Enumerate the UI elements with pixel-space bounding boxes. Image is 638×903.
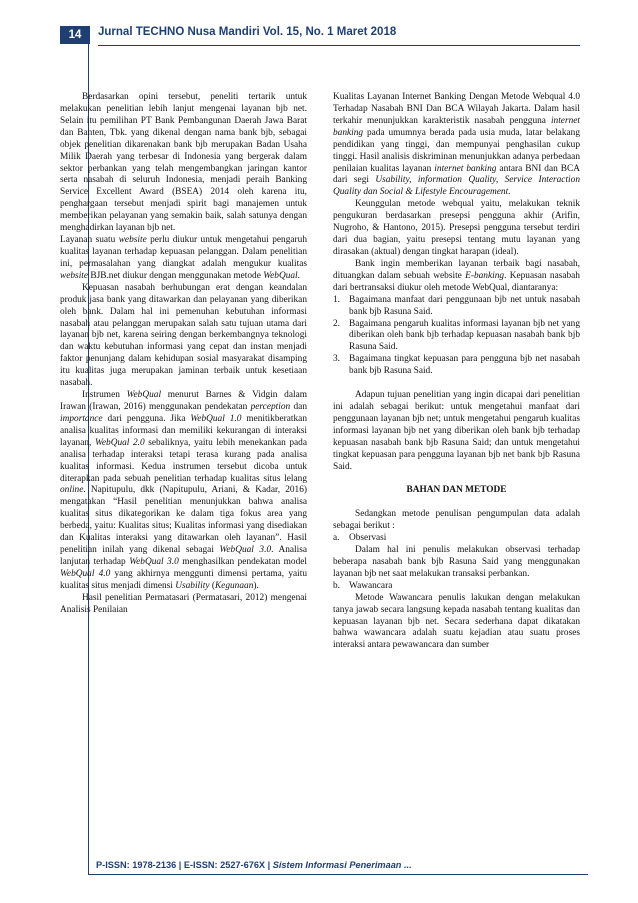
list-item: a. Observasi	[333, 533, 387, 544]
right-column	[333, 92, 580, 652]
paragraph: Sedangkan metode penulisan pengumpulan data adalah sebagai berikut :	[333, 509, 580, 532]
paragraph: Dalam hal ini penulis melakukan observasi terhadap beberapa nasabah bank bjb Rasuna Said yang menggunakan layanan bjb net saat melakukan transaksi perbankan.	[333, 544, 580, 579]
paragraph: Kepuasan nasabah berhubungan erat dengan keandalan produk jasa bank yang ditawarkan dan pelayanan yang diberikan oleh bank. Dalam hal ini pemenuhan kebutuhan informasi nasabah atau pelanggan merupakan salah satu tujuan utama dari layanan bjb net, karena seiring dengan berkembangnya teknologi dan waktu kebutuhan informasi yang cepat dan instan menjadi faktor penunjang dalam kehidupan sosial masyarakat disamping itu kualitas juga merupakan jaminan terbaik untuk kesetiaan nasabah.	[60, 282, 307, 389]
paragraph: Berdasarkan opini tersebut, peneliti tertarik untuk melakukan penelitian lebih lanjut mengenai layanan bjb net. Selain itu pemilihan PT Bank Pembangunan Daerah Jawa Barat dan Banten, Tbk. yang dikenal dengan nama bank bjb, sebagai objek penelitian dikarenakan bank bjb merupakan Badan Usaha Milik Daerah yang terbesar di Indonesia yang bergerak dalam sektor perbankan yang telah mengembangkan jaringan kantor serta nasabah di seluruh Indonesia, menjadi peraih Banking Service Excellent Award (BSEA) 2014 oleh karena itu, penghargaan tersebut menjadi spirit bagi manajemen untuk memberikan pelayanan yang semakin baik, salah satunya dengan menghadirkan layanan bjb net.	[60, 92, 307, 234]
paragraph: Adapun tujuan penelitian yang ingin dicapai dari penelitian ini adalah sebagai berikut: untuk mengetahui manfaat dari penggunaan layanan bjb net; untuk mengetahui pengaruh kualitas informasi layanan bjb net yang diberikan oleh bank bjb terhadap kepuasan nasabah bank bjb Rasuna Said; dan untuk mengetahui tingkat kepuasan para pengguna layanan bjb net bank bjb Rasuna Said.	[333, 390, 580, 472]
list-item: 2. Bagaimana pengaruh kualitas informasi layanan bjb net yang diberikan oleh bank bjb terhadap kepuasan nasabah bank bjb Rasuna Said.	[333, 318, 580, 353]
paragraph: Instrumen WebQual menurut Barnes & Vidgin dalam Irawan (Irawan, 2016) menggunakan pendekatan perception dan importance dari pengguna. Jika WebQual 1.0 menitikberatkan analisa kualitas informasi dan memiliki kekurangan di interaksi layanan, WebQual 2.0 sebaliknya, yaitu lebih menekankan pada analisa terhadap interaksi tetapi terasa kurang pada analisa kualitas informasi. Kedua instrumen tersebut dicoba untuk diterapkan pada sebuah penelitian terhadap kualitas situs lelang online. Napitupulu, dkk (Napitupulu, Ariani, & Kadar, 2016) mengatakan “Hasil penelitian menunjukkan bahwa analisa kualitas situs dikategorikan ke dalam tiga fokus area yang berbeda, yaitu: Kualitas situs; Kualitas informasi yang disediakan dan Kualitas interaksi yang ditawarkan oleh layanan”. Hasil penelitian inilah yang dikenal sebagai WebQual 3.0. Analisa lanjutan terhadap WebQual 3.0 menghasilkan pendekatan model WebQual 4.0 yang akhirnya menggunti dimensi pertama, yaitu kualitas situs menjadi dimensi Usability (Kegunaan).	[60, 390, 308, 591]
page-number: 14	[60, 26, 90, 44]
paragraph: Hasil penelitian Permatasari (Permatasari, 2012) mengenai Analisis Penilaian	[60, 592, 307, 615]
running-header	[60, 26, 580, 44]
list-item: b. Wawancara	[333, 580, 393, 591]
left-column	[60, 92, 307, 617]
header-rule	[98, 45, 580, 46]
issn: P-ISSN: 1978-2136 | E-ISSN: 2527-676X	[96, 860, 266, 870]
list-item: 3. Bagaimana tingkat kepuasan para pengguna bjb net nasabah bank bjb Rasuna Said.	[333, 354, 580, 377]
paragraph: Kualitas Layanan Internet Banking Dengan Metode Webqual 4.0 Terhadap Nasabah BNI Dan BCA Wilayah Jakarta. Dalam hasil terkahir menunjukkan karakteristik nasabah pengguna internet banking pada umumnya berada pada usia muda, latar belakang pendidikan yang tinggi, dan mempunyai penghasilan cukup tinggi. Hasil analisis diskriminan menunjukkan adanya perbedaan penilaian kualitas layanan internet banking antara BNI dan BCA dari segi Usability, information Quality, Service Interaction Quality dan Social & Lifestyle Encouragement.	[333, 92, 580, 198]
section-heading: BAHAN DAN METODE	[406, 485, 507, 496]
list-item: 1. Bagaimana manfaat dari penggunaan bjb net untuk nasabah bank bjb Rasuna Said.	[333, 294, 580, 317]
article-title: Sistem Informasi Penerimaan ...	[272, 860, 412, 870]
paragraph: Layanan suatu website perlu diukur untuk mengetahui pengaruh kualitas layanan terhadap kepuasan pelanggan. Dalam penelitian ini, permasalahan yang diangkat adalah mengukur kualitas website BJB.net diukur dengan menggunakan metode WebQual.	[60, 235, 307, 281]
footer-rule	[88, 874, 588, 875]
paragraph: Bank ingin memberikan layanan terbaik bagi nasabah, dituangkan dalam sebuah website E-banking. Kepuasan nasabah dari bertransaksi diukur oleh metode WebQual, diantaranya:	[333, 258, 580, 293]
paragraph: Keunggulan metode webqual yaitu, melakukan teknik pengukuran berdasarkan presepsi pengguna akhir (Arifin, Nugroho, & Hantono, 2015). Presepsi pengguna tersebut terdiri dari dua bagian, yaitu presepsi tentang mutu layanan yang dirasakan (aktual) dengan tingkat harapan (ideal).	[333, 199, 580, 257]
running-footer: P-ISSN: 1978-2136 | E-ISSN: 2527-676X | Sistem Informasi Penerimaan ...	[96, 860, 412, 870]
journal-title: Jurnal TECHNO Nusa Mandiri Vol. 15, No. 1 Maret 2018	[98, 26, 397, 38]
paragraph: Metode Wawancara penulis lakukan dengan melakukan tanya jawab secara langsung kepada nasabah tentang kualitas dan kepuasan layanan bjb net. Secara sederhana dapat dikatakan bahwa wawancara adalah suatu kejadian atau suatu proses interaksi antara pewawancara dan sumber	[333, 592, 580, 651]
